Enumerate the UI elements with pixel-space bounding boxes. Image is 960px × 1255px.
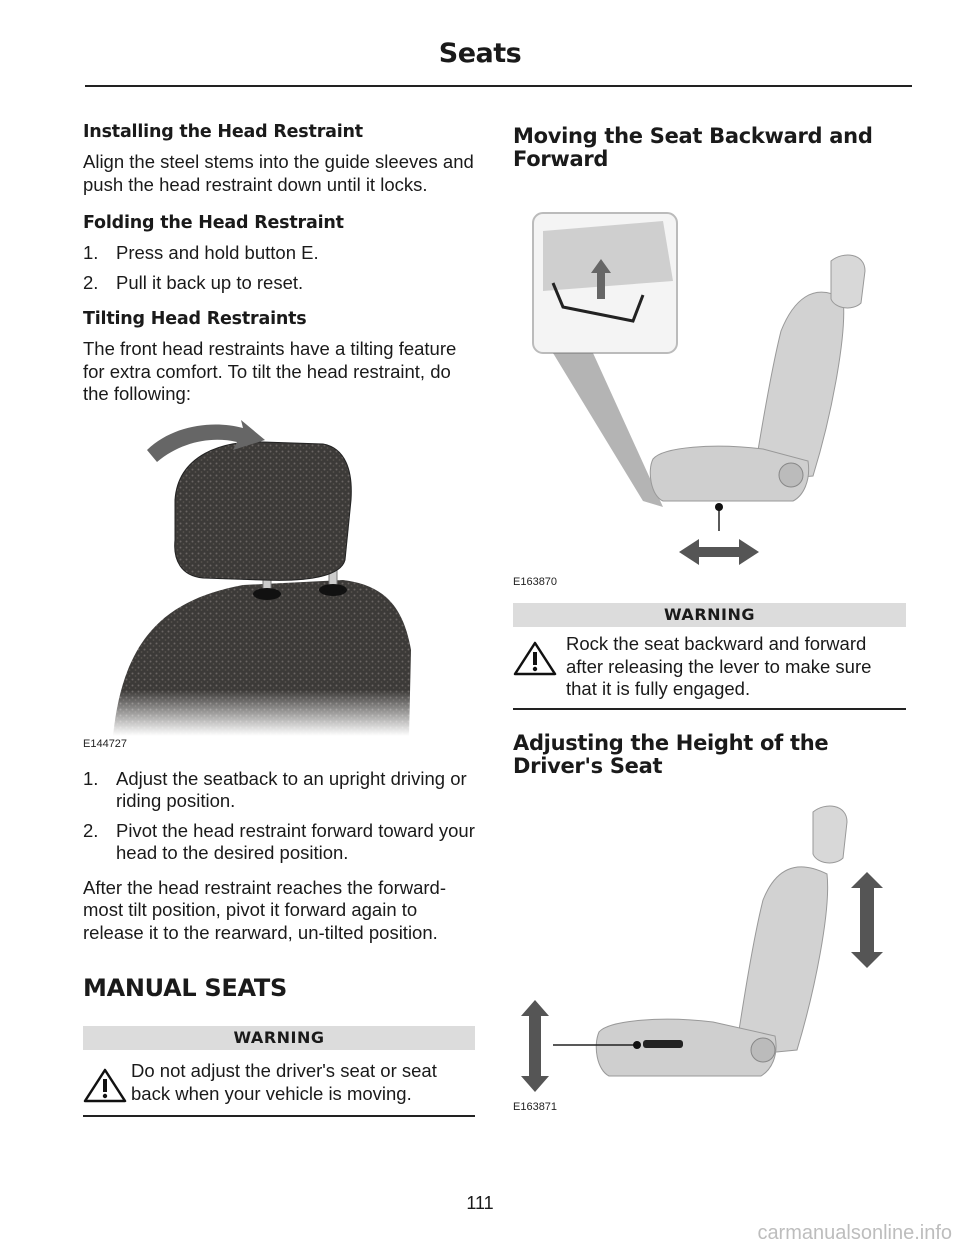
warning-rule: [513, 708, 906, 710]
warning-triangle-icon: [513, 641, 561, 677]
slide-arrow-icon: [679, 539, 759, 565]
left-column: [83, 122, 475, 1117]
header-rule: [85, 85, 912, 87]
warning-label: WARNING: [513, 603, 906, 627]
move-seat-heading: Moving the Seat Backward and Forward: [513, 124, 873, 171]
tilt-heading: Tilting Head Restraints: [83, 309, 307, 329]
figure-id: E163870: [513, 576, 558, 588]
height-arrow-icon: [521, 1000, 549, 1092]
fold-steps: [83, 242, 475, 294]
page-number: 111: [466, 1193, 494, 1213]
list-item: 2. Pivot the head restraint forward toward your head to the desired position.: [83, 819, 475, 863]
list-item: 2. Pull it back up to reset.: [83, 271, 304, 293]
after-text: After the head restraint reaches the forward-most tilt position, pivot it forward again to release it to the rearward, un-tilted position.: [83, 876, 446, 943]
figure-id: E163871: [513, 1100, 558, 1113]
warning-triangle-icon: [83, 1068, 131, 1104]
tilt-steps: [83, 768, 475, 865]
warning-text: Rock the seat backward and forward after releasing the lever to make sure that it is fully engaged.: [566, 633, 872, 699]
fold-heading: Folding the Head Restraint: [83, 213, 344, 233]
seat-height-figure: [513, 800, 906, 1130]
seat-slide-figure: [513, 211, 906, 597]
install-heading: Installing the Head Restraint: [83, 122, 363, 142]
head-restraint-figure: [83, 420, 475, 756]
warning-text: Do not adjust the driver's seat or seat back when your vehicle is moving.: [131, 1060, 437, 1104]
watermark: carmanualsonline.info: [757, 1222, 952, 1244]
manual-seats-heading: MANUAL SEATS: [83, 974, 287, 1002]
head-restraint-illustration: [83, 420, 475, 736]
height-arrow-icon: [851, 872, 883, 968]
seat-slide-illustration: [513, 211, 906, 586]
install-text: Align the steel stems into the guide sleeves and push the head restraint down until it locks.: [83, 151, 474, 195]
warning-rule: [83, 1115, 475, 1117]
warning-box: [83, 1026, 475, 1117]
warning-box: [513, 603, 906, 710]
height-heading: Adjusting the Height of the Driver's Seat: [513, 730, 829, 778]
page-title: Seats: [438, 38, 522, 69]
figure-id: E144727: [83, 737, 128, 750]
list-item: 1. Press and hold button E.: [83, 242, 319, 263]
tilt-text: The front head restraints have a tilting feature for extra comfort. To tilt the head restraint, do the following:: [83, 338, 457, 404]
right-column: [513, 122, 906, 1130]
seat-height-illustration: [513, 800, 906, 1110]
warning-label: WARNING: [83, 1026, 475, 1050]
list-item: 1. Adjust the seatback to an upright driving or riding position.: [83, 767, 467, 811]
